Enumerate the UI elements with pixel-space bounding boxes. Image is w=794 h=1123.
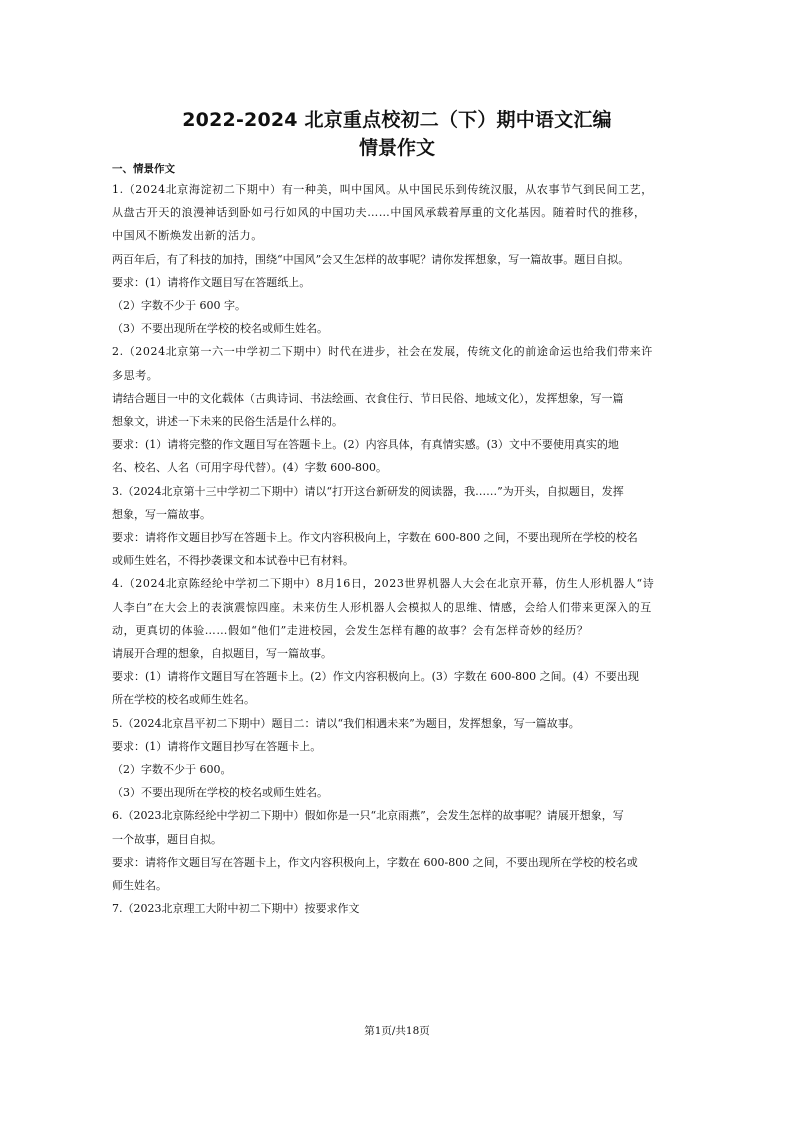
- text-line: 多思考。: [112, 368, 159, 382]
- document-body: [112, 162, 686, 921]
- text-line: （3）不要出现所在学校的校名或师生姓名。: [112, 786, 328, 800]
- text-line: 或师生姓名，不得抄袭课文和本试卷中已有材料。: [112, 554, 354, 568]
- text-line: 要求：(1）请将完整的作文题目写在答题卡上。(2）内容具体，有真情实感。(3）文中不要使用真实的地: [112, 438, 619, 452]
- section-heading: 一、情景作文: [112, 163, 175, 175]
- page-subtitle: 情景作文: [358, 137, 435, 159]
- text-line: 要求：请将作文题目抄写在答题卡上。作文内容积极向上，字数在 600-800 之间，不要出现所在学校的校名: [112, 531, 638, 545]
- text-line: （2）字数不少于 600 字。: [112, 299, 246, 313]
- text-line: 要求：(1）请将作文题目抄写在答题卡上。: [112, 739, 322, 753]
- text-line: 从盘古开天的浪漫神话到卧如弓行如风的中国功夫……中国风承载着厚重的文化基因。随着时代的推移，: [112, 206, 646, 220]
- text-line: 想象文，讲述一下未来的民俗生活是什么样的。: [112, 415, 343, 429]
- text-line: 一个故事，题目自拟。: [112, 832, 222, 846]
- text-line: 6.（2023北京陈经纶中学初二下期中）假如你是一只“北京雨燕”，会发生怎样的故事呢？请展开想象，写: [112, 809, 624, 823]
- page-number: 第1页/共18页: [364, 1025, 430, 1037]
- text-line: 要求：(1）请将作文题目写在答题卡上。(2）作文内容积极向上。(3）字数在 600-800 之间。(4）不要出现: [112, 670, 639, 684]
- text-line: 动，更真切的体验……假如“他们”走进校园，会发生怎样有趣的故事？会有怎样奇妙的经历？: [112, 623, 589, 637]
- text-line: 1.（2024北京海淀初二下期中）有一种美，叫中国风。从中国民乐到传统汉服，从农事节气到民间工艺，: [112, 183, 653, 196]
- text-line: 5.（2024北京昌平初二下期中）题目二：请以“我们相遇未来”为题目，发挥想象，写一篇故事。: [112, 716, 580, 730]
- text-line: 中国风不断焕发出新的活力。: [112, 229, 263, 243]
- text-line: 2.（2024北京第一六一中学初二下期中）时代在进步，社会在发展，传统文化的前途命运也给我们带来许: [112, 345, 653, 359]
- text-line: 3.（2024北京第十三中学初二下期中）请以“打开这台新研发的阅读器，我……”为开头，自拟题目，发挥: [112, 484, 624, 498]
- text-line: 要求：(1）请将作文题目写在答题纸上。: [112, 275, 311, 289]
- text-line: 要求：请将作文题目写在答题卡上，作文内容积极向上，字数在 600-800 之间，不要出现所在学校的校名或: [112, 855, 638, 869]
- text-line: 想象，写一篇故事。: [112, 507, 211, 521]
- text-line: 请结合题目一中的文化载体（古典诗词、书法绘画、衣食住行、节日民俗、地域文化），发挥想象，写一篇: [112, 391, 624, 405]
- text-line: （2）字数不少于 600。: [112, 763, 232, 777]
- text-line: 所在学校的校名或师生姓名。: [112, 693, 255, 707]
- text-line: 7.（2023北京理工大附中初二下期中）按要求作文: [112, 902, 360, 916]
- text-line: （3）不要出现所在学校的校名或师生姓名。: [112, 322, 328, 336]
- text-line: 师生姓名。: [112, 879, 167, 893]
- text-line: 请展开合理的想象，自拟题目，写一篇故事。: [112, 647, 332, 661]
- text-line: 名、校名、人名（可用字母代替）。(4）字数 600-800。: [112, 461, 387, 475]
- text-line: 4.（2024北京陈经纶中学初二下期中）8月16日，2023世界机器人大会在北京开幕，仿生人形机器人“诗: [112, 577, 655, 591]
- text-line: 两百年后，有了科技的加持，围绕“中国风”会又生怎样的故事呢？请你发挥想象，写一篇故事。题目自拟。: [112, 252, 630, 266]
- text-line: 人李白”在大会上的表演震惊四座。未来仿生人形机器人会模拟人的思维、情感，会给人们带来更深入的互: [112, 600, 652, 614]
- title-block: [0, 106, 794, 162]
- page-title: 2022-2024 北京重点校初二（下）期中语文汇编: [182, 109, 612, 131]
